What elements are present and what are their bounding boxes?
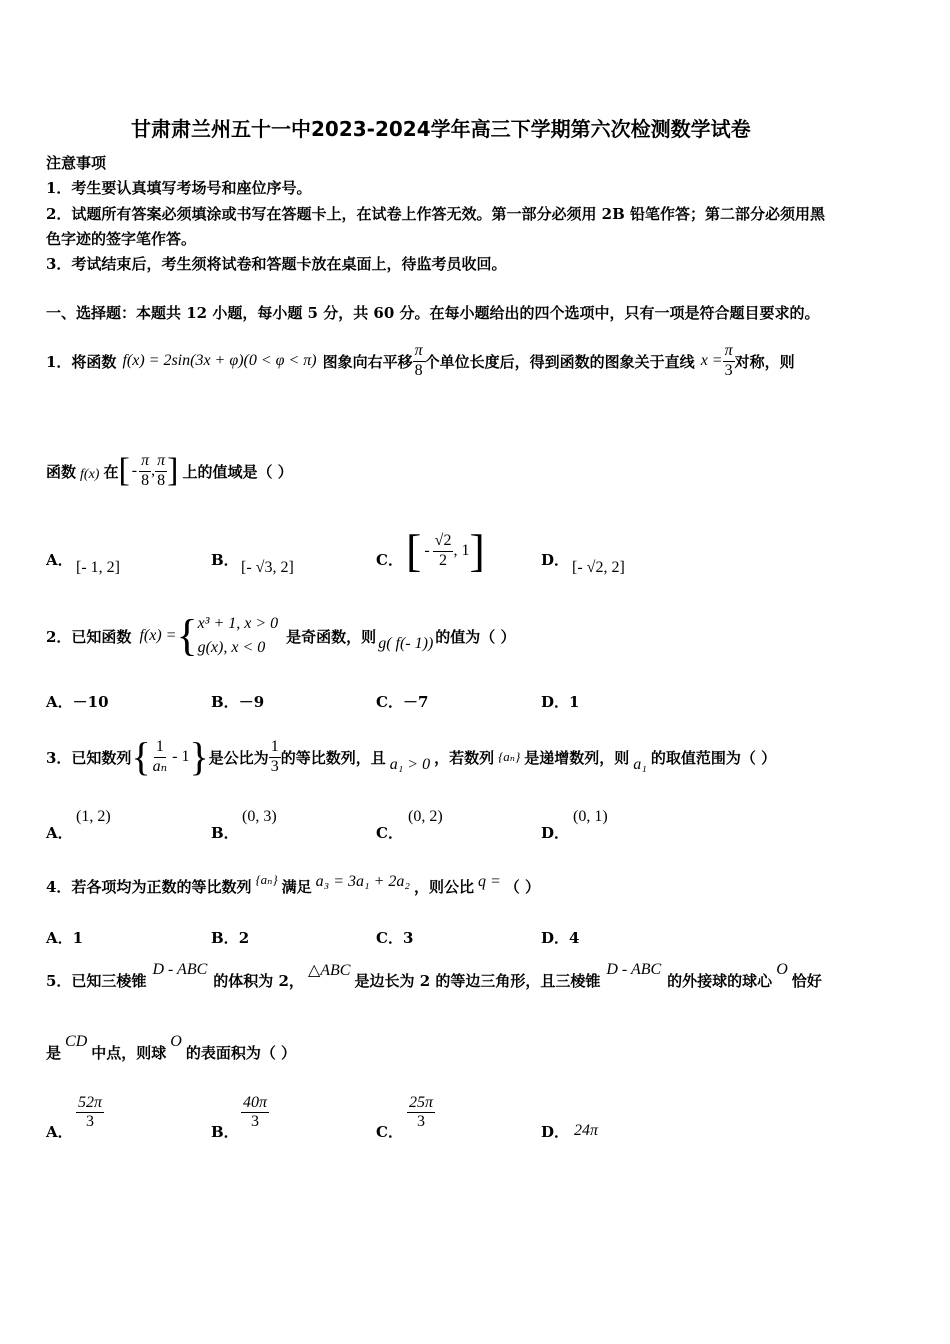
q3-seq-fraction — [151, 738, 169, 776]
q1-option-c-value — [406, 522, 485, 580]
q3-ratio-den: 3 — [270, 757, 279, 775]
q3-option-c-label[interactable]: C． — [376, 824, 403, 842]
question-3 — [46, 726, 776, 788]
q1-text-1: 1．将函数 — [46, 352, 117, 371]
q3-option-d-label[interactable]: D． — [541, 824, 570, 842]
q4-option-b-label: B． — [211, 929, 239, 947]
q1-option-a-value: [- 1, 2] — [76, 559, 120, 576]
q2-text-2: 是奇函数，则 — [286, 627, 377, 646]
q5-b-num: 40π — [241, 1094, 269, 1113]
q4-option-d-value: 4 — [569, 929, 580, 947]
q2-brace-icon: { — [176, 611, 198, 660]
q4-text-4: （ ） — [504, 877, 540, 896]
q4-option-d[interactable] — [541, 927, 579, 948]
q1-fx: f(x) — [80, 467, 100, 482]
q3-ratio-num: 1 — [269, 738, 281, 757]
q4-option-a-value: 1 — [72, 929, 84, 947]
q1-interval-frac-left — [139, 452, 151, 490]
q3-seq-den: aₙ — [152, 757, 168, 775]
q1-shift-den: 8 — [414, 361, 423, 379]
q1-c-right-bracket-icon: ] — [469, 525, 485, 576]
q1-function: f(x) = 2sin(3x + φ)(0 < φ < π) — [122, 352, 317, 369]
q1-text-6: 在 — [103, 462, 119, 481]
q2-option-d-label: D． — [541, 693, 570, 711]
q1-left-bracket-icon: [ — [118, 452, 130, 489]
question-5-cont — [46, 1034, 296, 1070]
question-1 — [46, 331, 795, 391]
q4-text-1: 4．若各项均为正数的等比数列 — [46, 877, 252, 896]
q3-option-d-value: (0, 1) — [573, 808, 608, 825]
q1-int-den-right: 8 — [157, 471, 166, 489]
q3-text-3: 的等比数列，且 — [280, 748, 386, 767]
q2-option-c[interactable] — [376, 691, 428, 712]
q1-int-num-left: π — [139, 452, 151, 471]
q3-left-brace-icon: { — [131, 734, 151, 779]
q2-case-2: g(x), x < 0 — [197, 639, 266, 656]
q4-option-a-label: A． — [46, 929, 73, 947]
q2-option-d-value: 1 — [569, 693, 580, 711]
q5-b-den: 3 — [251, 1113, 259, 1131]
q2-option-c-value: －7 — [402, 693, 429, 711]
q3-an: {aₙ} — [498, 749, 521, 764]
q1-c-frac-num: √2 — [433, 532, 454, 551]
q1-int-den-left: 8 — [141, 471, 150, 489]
notice-item-2-cont: 色字迹的签字笔作答。 — [46, 230, 197, 248]
q3-right-brace-icon: } — [189, 734, 209, 779]
q3-option-c-value: (0, 2) — [408, 808, 443, 825]
q5-sphere-o: O — [170, 1033, 182, 1050]
q1-c-minus: - — [424, 542, 430, 559]
notice-heading: 注意事项 — [46, 154, 107, 172]
q5-center-o: O — [776, 961, 788, 978]
q3-an-inner: aₙ — [503, 749, 516, 764]
q3-text-6: 的取值范围为（ ） — [650, 748, 777, 767]
q1-option-d-label[interactable]: D． — [541, 551, 570, 569]
q5-option-a-label[interactable]: A． — [46, 1123, 73, 1141]
q5-text-2: 的体积为 2， — [213, 971, 304, 990]
q5-option-d-value: 24π — [574, 1122, 599, 1139]
q1-c-tail: , 1 — [453, 542, 470, 559]
q2-text-3: 的值为（ ） — [435, 627, 516, 646]
q3-text-5: 是递增数列，则 — [524, 748, 630, 767]
notice-item-2: 2．试题所有答案必须填涂或书写在答题卡上，在试卷上作答无效。第一部分必须用 2B 铅笔作答；第二部分必须用黑 — [46, 205, 826, 223]
q1-text-7: 上的值域是（ ） — [182, 462, 293, 481]
q5-text-7: 中点，则球 — [91, 1043, 167, 1062]
q3-condition: a₁ > 0 — [389, 756, 431, 773]
q3-seq-num: 1 — [154, 738, 166, 757]
q5-cd: CD — [65, 1033, 88, 1050]
q3-option-a-label[interactable]: A． — [46, 824, 73, 842]
q5-option-c-value — [407, 1094, 435, 1132]
q3-option-b-value: (0, 3) — [242, 808, 277, 825]
q5-text-3: 是边长为 2 的等边三角形，且三棱锥 — [354, 971, 601, 990]
question-5 — [46, 960, 822, 1000]
q5-c-den: 3 — [417, 1113, 425, 1131]
q3-seq-tail: - 1 — [172, 748, 190, 765]
q1-line-fraction — [723, 342, 735, 380]
q4-q: q = — [477, 873, 501, 890]
q5-option-c-label[interactable]: C． — [376, 1123, 403, 1141]
q2-function: f(x) = — [139, 627, 177, 644]
q5-text-6: 是 — [46, 1043, 62, 1062]
q1-interval-minus: - — [131, 462, 138, 479]
q1-c-frac-den: 2 — [439, 551, 448, 569]
q3-text-2: 是公比为 — [208, 748, 269, 767]
q5-text-5: 恰好 — [791, 971, 822, 990]
q2-cases — [198, 612, 279, 660]
q3-text-4: ，若数列 — [434, 748, 495, 767]
section-heading: 一、选择题：本题共 12 小题，每小题 5 分，共 60 分。在每小题给出的四个选项中，只有一项是符合题目要求的。 — [46, 304, 820, 322]
q1-right-bracket-icon: ] — [167, 452, 179, 489]
q1-text-5: 函数 — [46, 462, 77, 481]
q5-text-4: 的外接球的球心 — [667, 971, 773, 990]
q1-shift-fraction — [413, 342, 425, 380]
q1-interval-comma: , — [151, 462, 156, 479]
q1-shift-num: π — [413, 342, 425, 361]
q1-interval-frac-right — [155, 452, 167, 490]
q1-option-b-value: [- √3, 2] — [241, 559, 294, 576]
q5-option-d-label[interactable]: D． — [541, 1123, 570, 1141]
q2-option-b-label: B． — [211, 693, 239, 711]
q5-c-num: 25π — [407, 1094, 435, 1113]
q1-text-4: 对称，则 — [734, 352, 795, 371]
q4-option-b[interactable] — [211, 927, 249, 948]
q5-option-a-value — [76, 1094, 104, 1132]
q2-option-a-value: －10 — [72, 693, 109, 711]
q4-text-3: ，则公比 — [413, 877, 474, 896]
q2-option-b[interactable] — [211, 691, 264, 712]
q2-option-a[interactable] — [46, 691, 109, 712]
q5-text-8: 的表面积为（ ） — [185, 1043, 297, 1062]
q1-option-c-label[interactable]: C． — [376, 551, 403, 569]
question-2 — [46, 606, 516, 666]
q5-option-b-value — [241, 1094, 269, 1132]
page-title: 甘肃肃兰州五十一中2023-2024学年高三下学期第六次检测数学试卷 — [131, 117, 751, 141]
notice-item-1: 1．考生要认真填写考场号和座位序号。 — [46, 179, 312, 197]
q2-option-d[interactable] — [541, 691, 579, 712]
q3-ratio-fraction — [269, 738, 281, 776]
q4-option-b-value: 2 — [238, 929, 250, 947]
q3-text-1: 3．已知数列 — [46, 748, 132, 767]
q3-a1: a₁ — [633, 756, 647, 773]
q5-pyramid: D - ABC — [152, 961, 208, 978]
q3-option-b-label[interactable]: B． — [211, 824, 239, 842]
question-4 — [46, 868, 540, 904]
q4-an-inner: aₙ — [260, 872, 273, 887]
q1-c-fraction — [433, 532, 454, 570]
q5-option-b-label[interactable]: B． — [211, 1123, 239, 1141]
q2-option-a-label: A． — [46, 693, 73, 711]
q1-option-b-label[interactable]: B． — [211, 551, 239, 569]
q1-line-num: π — [723, 342, 735, 361]
q4-text-2: 满足 — [281, 877, 312, 896]
q1-int-num-right: π — [155, 452, 167, 471]
q2-expression: g( f(- 1)) — [378, 635, 434, 652]
q5-triangle: △ABC — [307, 962, 351, 979]
q5-a-den: 3 — [86, 1113, 94, 1131]
q1-option-a-label[interactable]: A． — [46, 551, 73, 569]
q4-option-a[interactable] — [46, 927, 83, 948]
q4-option-c-value: 3 — [402, 929, 414, 947]
q5-pyramid-2: D - ABC — [606, 961, 662, 978]
q5-a-num: 52π — [76, 1094, 104, 1113]
q1-line-den: 3 — [724, 361, 733, 379]
q2-option-c-label: C． — [376, 693, 403, 711]
q4-an: {aₙ} — [255, 872, 278, 887]
q1-x-eq: x = — [700, 352, 723, 369]
question-1-cont — [46, 443, 293, 499]
q1-option-d-value: [- √2, 2] — [572, 559, 625, 576]
q1-c-left-bracket-icon: [ — [406, 525, 422, 576]
q4-option-c[interactable] — [376, 927, 413, 948]
q1-text-2: 图象向右平移 — [322, 352, 413, 371]
q2-text-1: 2．已知函数 — [46, 627, 132, 646]
q3-option-a-value: (1, 2) — [76, 808, 111, 825]
q5-text-1: 5．已知三棱锥 — [46, 971, 147, 990]
q2-option-b-value: －9 — [238, 693, 265, 711]
q4-option-d-label: D． — [541, 929, 570, 947]
q1-text-3: 个单位长度后，得到函数的图象关于直线 — [424, 352, 695, 371]
notice-item-3: 3．考试结束后，考生须将试卷和答题卡放在桌面上，待监考员收回。 — [46, 255, 507, 273]
q4-option-c-label: C． — [376, 929, 403, 947]
q4-equation: a₃ = 3a₁ + 2a₂ — [315, 873, 410, 890]
q2-case-1: x³ + 1, x > 0 — [197, 615, 279, 632]
